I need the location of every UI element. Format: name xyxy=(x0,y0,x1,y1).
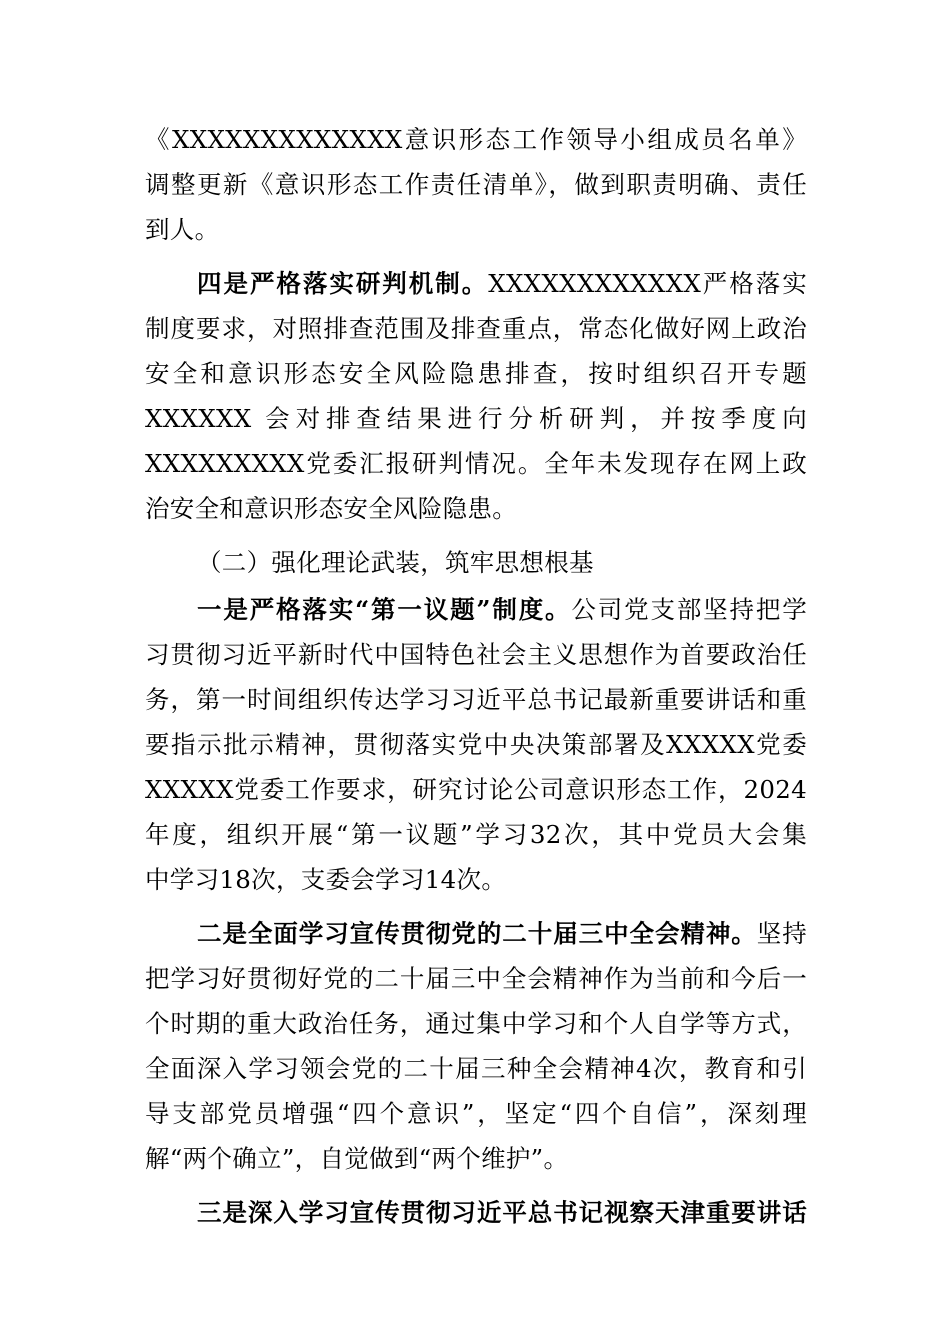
paragraph-1 xyxy=(145,117,807,252)
paragraph-5 xyxy=(145,1190,807,1235)
paragraph-3-line-4: 要指示批示精神，贯彻落实党中央决策部署及XXXXX党委 xyxy=(145,730,807,759)
paragraph-1-line-2: 调整更新《意识形态工作责任清单》，做到职责明确、责任 xyxy=(145,170,807,199)
paragraph-3-line-3: 务，第一时间组织传达学习习近平总书记最新重要讲话和重 xyxy=(145,685,807,714)
paragraph-5-lead: 三是深入学习宣传贯彻习近平总书记视察天津重要讲话 xyxy=(197,1198,807,1227)
paragraph-3 xyxy=(145,587,807,902)
paragraph-2-line-2: 制度要求，对照排查范围及排查重点，常态化做好网上政治 xyxy=(145,314,807,343)
paragraph-3-line-6: 年度，组织开展“第一议题”学习32次，其中党员大会集 xyxy=(145,820,807,849)
paragraph-2-line-3: 安全和意识形态安全风险隐患排查，按时组织召开专题 xyxy=(145,359,807,388)
paragraph-4 xyxy=(145,911,807,1181)
paragraph-4-line-6: 解“两个确立”，自觉做到“两个维护”。 xyxy=(145,1144,569,1173)
paragraph-3-line-1-text: 公司党支部坚持把学 xyxy=(571,595,808,624)
paragraph-3-line-2: 习贯彻习近平新时代中国特色社会主义思想作为首要政治任 xyxy=(145,640,807,669)
section-heading: （二）强化理论武装，筑牢思想根基 xyxy=(197,548,594,577)
paragraph-3-line-7: 中学习18次，支委会学习14次。 xyxy=(145,865,507,894)
paragraph-5-line-1 xyxy=(145,1190,807,1235)
paragraph-2-line-6: 治安全和意识形态安全风险隐患。 xyxy=(145,494,517,523)
document-page xyxy=(145,117,807,1235)
paragraph-2-line-4: XXXXXX 会对排查结果进行分析研判，并按季度向 xyxy=(145,404,807,433)
paragraph-1-line-1: 《XXXXXXXXXXXXX意识形态工作领导小组成员名单》 xyxy=(145,125,807,154)
paragraph-4-line-2: 把学习好贯彻好党的二十届三中全会精神作为当前和今后一 xyxy=(145,964,807,993)
paragraph-4-line-1 xyxy=(145,911,807,956)
paragraph-2-line-1-text: XXXXXXXXXXXX严格落实 xyxy=(488,269,807,298)
paragraph-3-line-5: XXXXX党委工作要求，研究讨论公司意识形态工作，2024 xyxy=(145,775,807,804)
paragraph-4-line-5: 导支部党员增强“四个意识”，坚定“四个自信”，深刻理 xyxy=(145,1099,807,1128)
paragraph-4-line-4: 全面深入学习领会党的二十届三种全会精神4次，教育和引 xyxy=(145,1054,807,1083)
paragraph-2-line-1 xyxy=(145,261,807,306)
paragraph-2-lead: 四是严格落实研判机制。 xyxy=(197,269,489,298)
paragraph-4-line-3: 个时期的重大政治任务，通过集中学习和个人自学等方式， xyxy=(145,1009,807,1038)
paragraph-3-line-1 xyxy=(145,587,807,632)
paragraph-4-line-1-text: 坚持 xyxy=(756,919,807,948)
paragraph-3-lead: 一是严格落实“第一议题”制度。 xyxy=(197,595,572,624)
paragraph-1-line-3: 到人。 xyxy=(145,215,220,244)
paragraph-4-lead: 二是全面学习宣传贯彻党的二十届三中全会精神。 xyxy=(197,919,757,948)
paragraph-2 xyxy=(145,261,807,531)
paragraph-2-line-5: XXXXXXXXX党委汇报研判情况。全年未发现存在网上政 xyxy=(145,449,807,478)
